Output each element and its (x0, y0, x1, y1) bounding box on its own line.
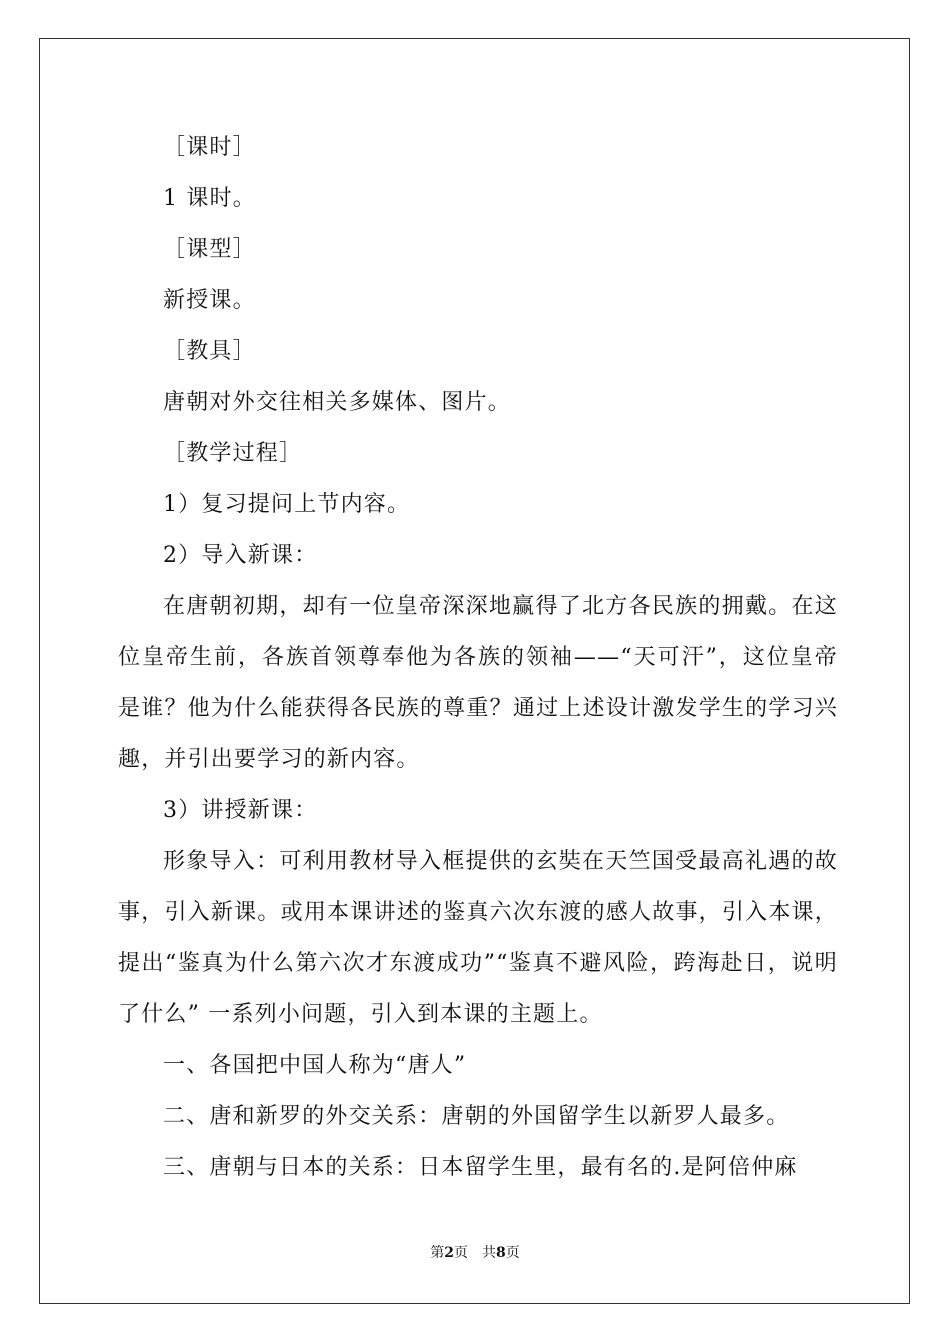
section-heading-teaching-process: ［教学过程］ (163, 441, 303, 466)
page-prefix: 第 (430, 1245, 445, 1261)
total-prefix: 共 (482, 1245, 496, 1261)
introduction-paragraph: 在唐朝初期，却有一位皇帝深深地赢得了北方各民族的拥戴。在这位皇帝生前，各族首领尊奉他为各族的领袖——“天可汗”，这位皇帝是谁？他为什么能获得各民族的尊重？通过上述设计激发学生的学习兴趣，并引出要学习的新内容。 (118, 594, 838, 772)
process-step-review: 1）复习提问上节内容。 (163, 492, 411, 517)
lesson-type-value: 新授课。 (163, 288, 256, 313)
process-step-introduction: 2）导入新课： (163, 543, 318, 568)
document-body (118, 122, 838, 1193)
point-two: 二、唐和新罗的外交关系：唐朝的外国留学生以新罗人最多。 (163, 1104, 790, 1129)
page-total: 8 (496, 1245, 506, 1261)
section-heading-teaching-aids: ［教具］ (163, 339, 256, 364)
section-heading-class-hours: ［课时］ (163, 135, 256, 160)
point-three: 三、唐朝与日本的关系：日本留学生里，最有名的.是阿倍仲麻 (163, 1155, 798, 1180)
point-one: 一、各国把中国人称为“唐人” (163, 1053, 467, 1078)
page-current: 2 (444, 1245, 454, 1261)
teaching-aids-value: 唐朝对外交往相关多媒体、图片。 (163, 390, 512, 415)
process-step-new-lesson: 3）讲授新课： (163, 798, 318, 823)
total-suffix: 页 (505, 1245, 520, 1261)
new-lesson-paragraph: 形象导入：可利用教材导入框提供的玄奘在天竺国受最高礼遇的故事，引入新课。或用本课讲述的鉴真六次东渡的感人故事，引入本课，提出“鉴真为什么第六次才东渡成功”“鉴真不避风险，跨海赴日，说明了什么” 一系列小问题，引入到本课的主题上。 (118, 849, 838, 1027)
section-heading-lesson-type: ［课型］ (163, 237, 256, 262)
class-hours-value: 1 课时。 (163, 186, 256, 211)
page-suffix: 页 (454, 1245, 468, 1261)
page-footer (0, 1243, 950, 1263)
